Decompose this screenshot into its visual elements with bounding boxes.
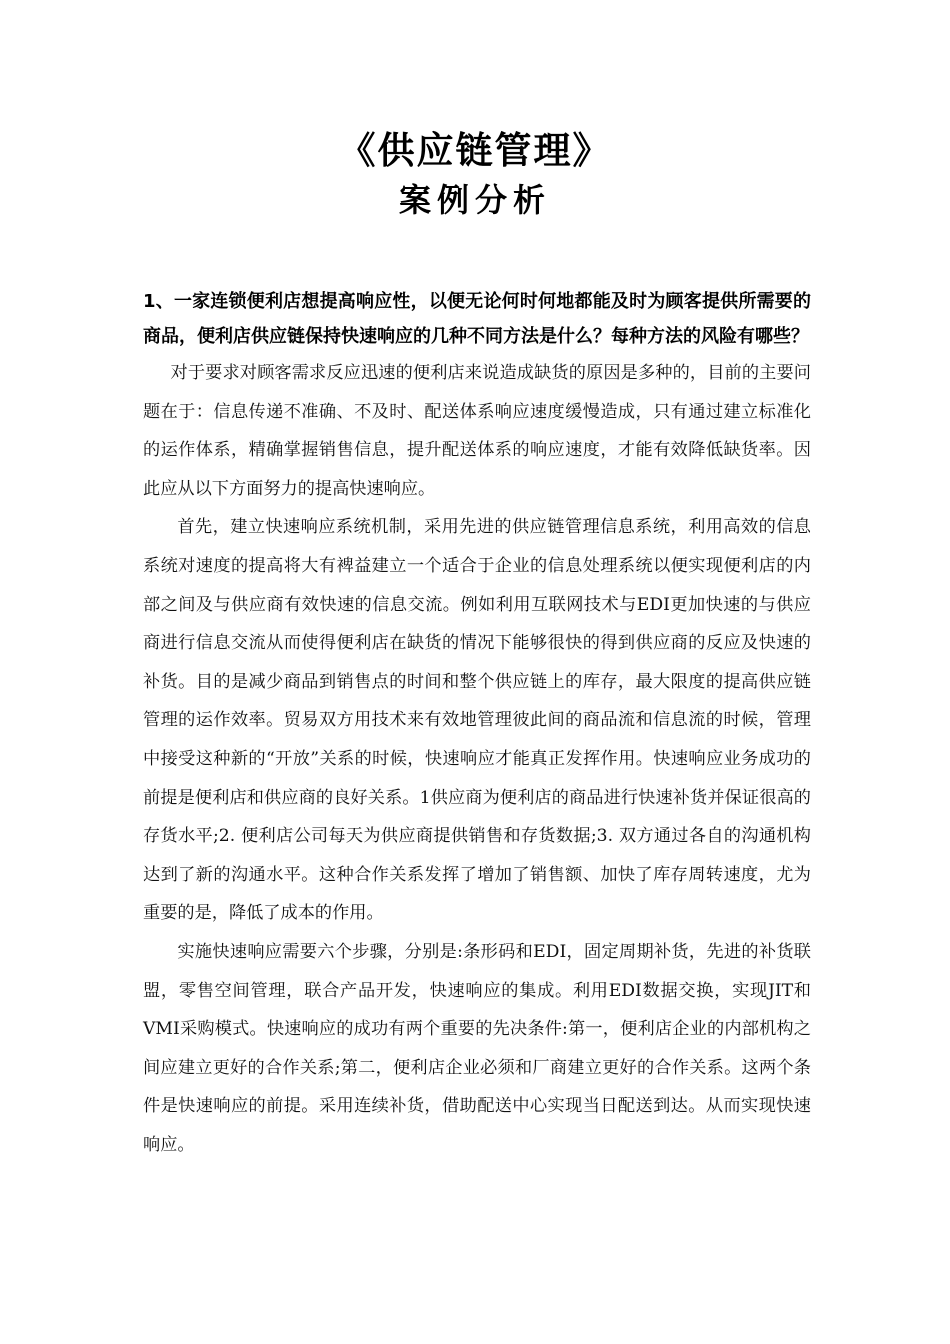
document-subtitle: 案例分析 <box>398 181 551 219</box>
paragraph-3: 实施快速响应需要六个步骤，分别是:条形码和EDI，固定周期补货，先进的补货联盟，零售空间管理，联合产品开发，快速响应的集成。利用EDI数据交换，实现JIT和VMI采购模式。快速响应的成功有两个重要的先决条件:第一，便利店企业的内部机构之间应建立更好的合作关系;第二，便利店企业必须和厂商建立更好的合作关系。这两个条件是快速响应的前提。采用连续补货，借助配送中心实现当日配送到达。从而实现快速响应。 <box>143 941 811 1155</box>
document-title: 《供应链管理》 <box>338 129 612 172</box>
document-body <box>143 285 811 1164</box>
paragraph-2: 首先，建立快速响应系统机制，采用先进的供应链管理信息系统，利用高效的信息系统对速度的提高将大有裨益建立一个适合于企业的信息处理系统以便实现便利店的内部之间及与供应商有效快速的信息交流。例如利用互联网技术与EDI更加快速的与供应商进行信息交流从而使得便利店在缺货的情况下能够很快的得到供应商的反应及快速的补货。目的是减少商品到销售点的时间和整个供应链上的库存，最大限度的提高供应链管理的运作效率。贸易双方用技术来有效地管理彼此间的商品流和信息流的时候，管理中接受这种新的“开放”关系的时候，快速响应才能真正发挥作用。快速响应业务成功的前提是便利店和供应商的良好关系。1供应商为便利店的商品进行快速补货并保证很高的存货水平;2. 便利店公司每天为供应商提供销售和存货数据;3. 双方通过各自的沟通机构达到了新的沟通水平。这种合作关系发挥了增加了销售额、加快了库存周转速度，尤为重要的是，降低了成本的作用。 <box>143 517 811 924</box>
question-heading: 1、一家连锁便利店想提高响应性，以便无论何时何地都能及时为顾客提供所需要的商品，便利店供应链保持快速响应的几种不同方法是什么？每种方法的风险有哪些？ <box>143 291 811 347</box>
paragraph-1: 对于要求对顾客需求反应迅速的便利店来说造成缺货的原因是多种的，目前的主要问题在于：信息传递不准确、不及时、配送体系响应速度缓慢造成，只有通过建立标准化的运作体系，精确掌握销售信息，提升配送体系的响应速度，才能有效降低缺货率。因此应从以下方面努力的提高快速响应。 <box>143 363 811 499</box>
